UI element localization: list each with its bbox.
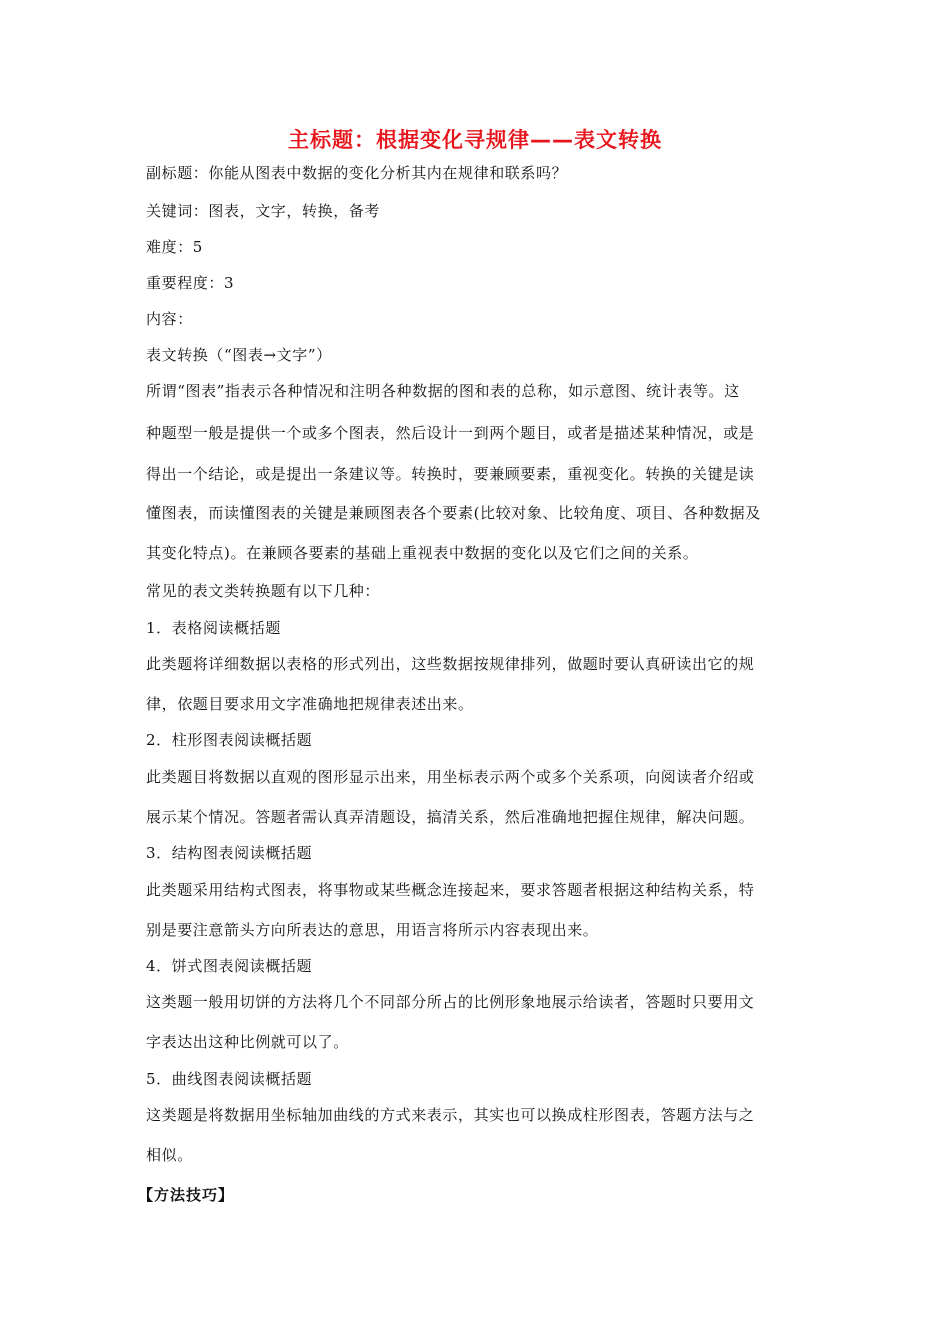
intro-line: 种题型一般是提供一个或多个图表，然后设计一到两个题目，或者是描述某种情况，或是 xyxy=(146,424,755,442)
type-body-line: 此类题将详细数据以表格的形式列出，这些数据按规律排列，做题时要认真研读出它的规 xyxy=(146,655,755,673)
type-heading: 1．表格阅读概括题 xyxy=(146,619,281,637)
type-body-line: 这类题一般用切饼的方法将几个不同部分所占的比例形象地展示给读者，答题时只要用文 xyxy=(146,993,755,1011)
intro-line: 所谓“图表”指表示各种情况和注明各种数据的图和表的总称，如示意图、统计表等。这 xyxy=(146,382,740,400)
importance-line: 重要程度：3 xyxy=(146,274,235,292)
intro-line: 懂图表，而读懂图表的关键是兼顾图表各个要素(比较对象、比较角度、项目、各种数据及 xyxy=(146,504,761,522)
type-heading: 2．柱形图表阅读概括题 xyxy=(146,731,313,749)
type-heading: 3．结构图表阅读概括题 xyxy=(146,844,313,862)
type-body-line: 这类题是将数据用坐标轴加曲线的方式来表示，其实也可以换成柱形图表，答题方法与之 xyxy=(146,1106,755,1124)
type-body-line: 此类题目将数据以直观的图形显示出来，用坐标表示两个或多个关系项，向阅读者介绍或 xyxy=(146,768,755,786)
types-intro: 常见的表文类转换题有以下几种： xyxy=(146,582,381,600)
type-heading: 5．曲线图表阅读概括题 xyxy=(146,1070,313,1088)
main-title: 主标题：根据变化寻规律——表文转换 xyxy=(288,128,662,152)
keywords-line: 关键词：图表，文字，转换，备考 xyxy=(146,202,381,220)
subtitle-line: 副标题：你能从图表中数据的变化分析其内在规律和联系吗？ xyxy=(146,164,568,182)
type-body-line: 展示某个情况。答题者需认真弄清题设，搞清关系，然后准确地把握住规律，解决问题。 xyxy=(146,808,755,826)
section-title: 表文转换（“图表→文字”） xyxy=(146,346,332,364)
type-body-line: 相似。 xyxy=(146,1146,193,1164)
content-label: 内容： xyxy=(146,310,193,328)
type-heading: 4．饼式图表阅读概括题 xyxy=(146,957,313,975)
type-body-line: 此类题采用结构式图表，将事物或某些概念连接起来，要求答题者根据这种结构关系，特 xyxy=(146,881,755,899)
difficulty-line: 难度：5 xyxy=(146,238,203,256)
type-body-line: 字表达出这种比例就可以了。 xyxy=(146,1033,349,1051)
intro-line: 其变化特点)。在兼顾各要素的基础上重视表中数据的变化以及它们之间的关系。 xyxy=(146,544,699,562)
type-body-line: 律，依题目要求用文字准确地把规律表述出来。 xyxy=(146,695,474,713)
type-body-line: 别是要注意箭头方向所表达的意思，用语言将所示内容表现出来。 xyxy=(146,921,599,939)
intro-line: 得出一个结论，或是提出一条建议等。转换时，要兼顾要素，重视变化。转换的关键是读 xyxy=(146,465,755,483)
method-heading: 【方法技巧】 xyxy=(138,1186,235,1204)
